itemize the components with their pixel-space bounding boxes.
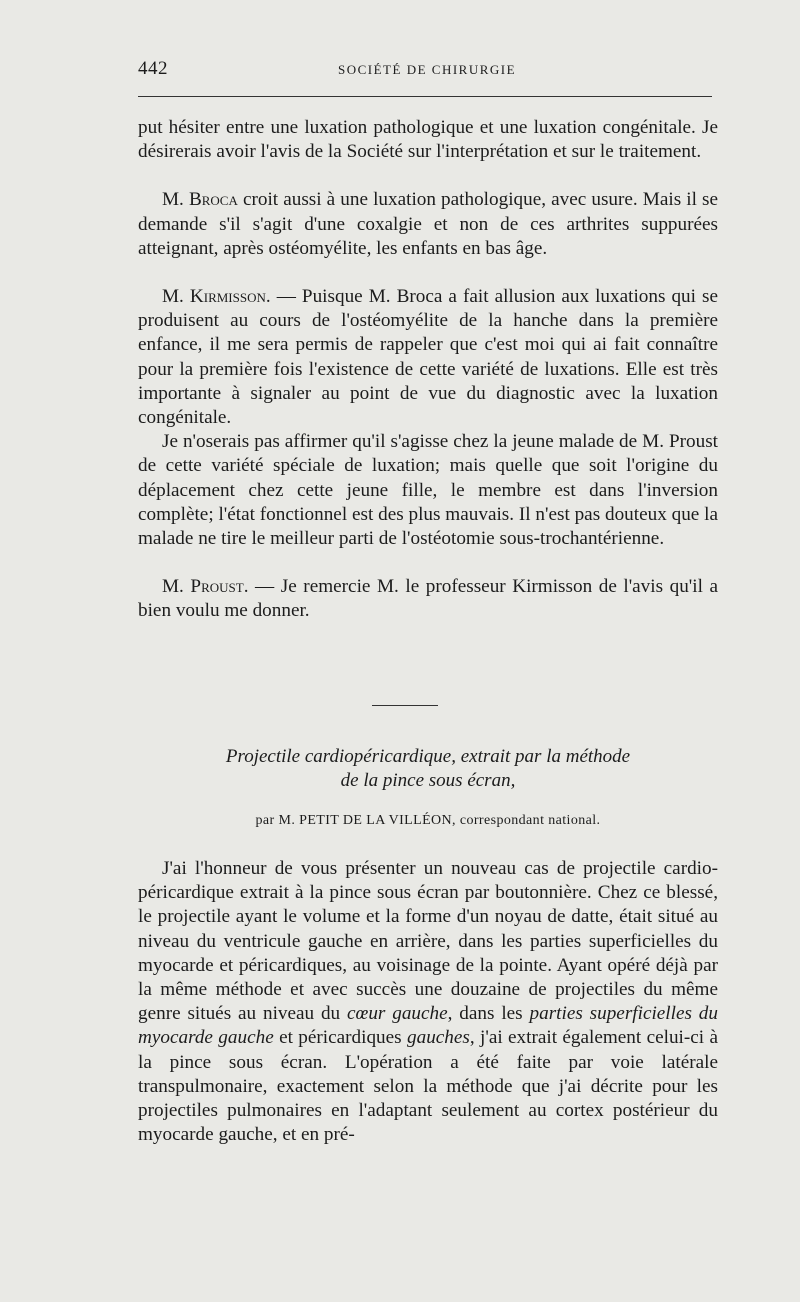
article-title-line-2: de la pince sous écran,	[340, 770, 516, 791]
continuation-paragraph: put hésiter entre une luxation pathologique et une luxation congénitale. Je désirerais avoir l'avis de la Société sur l'interprétation et sur le traitement.	[138, 117, 718, 163]
kirmisson-paragraph: M. Kirmisson. — Puisque M. Broca a fait allusion aux luxations qui se produisent au cours de l'ostéomyélite de la hanche dans la première enfance, il me sera permis de rappeler que c'est moi qui ai fait connaître pour la première fois l'existence de cette variété de luxations. Elle est très importante à signaler au point de vue du diagnostic avec la luxation congénitale.	[138, 286, 718, 429]
speaker-broca: Broca	[188, 189, 238, 211]
speaker-proust: Proust	[190, 576, 244, 598]
page-header	[138, 58, 716, 84]
article-paragraph: J'ai l'honneur de vous présenter un nouveau cas de projectile cardio-péricardique extrait à la pince sous écran par boutonnière. Chez ce blessé, le projectile ayant le volume et la forme d'un noyau de datte, était situé au niveau du ventricule gauche en arrière, dans les parties superficielles du myocarde et péricardiques, au voisinage de la pointe. Ayant opéré déjà par la même méthode et avec succès une douzaine de projectiles du même genre situés au niveau du cœur gauche, dans les parties superficielles du myocarde gauche et péricardiques gauches, j'ai extrait également celui-ci à la pince sous écran. L'opération a été faite par voie latérale transpulmonaire, exactement selon la méthode que j'ai décrite pour les projectiles pulmonaires en l'adaptant seulement au cortex postérieur du myocarde gauche, et en pré-	[138, 858, 718, 1146]
discussion-section	[138, 116, 718, 624]
running-title: SOCIÉTÉ DE CHIRURGIE	[338, 62, 517, 77]
section-separator	[372, 705, 438, 706]
page-number: 442	[138, 58, 168, 79]
article-body	[138, 857, 718, 1147]
proust-paragraph: M. Proust. — Je remercie M. le professeur Kirmisson de l'avis qu'il a bien voulu me donner.	[138, 576, 718, 622]
broca-paragraph: M. Broca croit aussi à une luxation pathologique, avec usure. Mais il se demande s'il s'agit d'une coxalgie et non de ces arthrites suppurées atteignant, après ostéomyélite, les enfants en bas âge.	[138, 189, 719, 259]
article-title-line-1: Projectile cardiopéricardique, extrait par la méthode	[225, 746, 631, 767]
speaker-kirmisson: Kirmisson	[189, 286, 266, 308]
article-byline: par M. PETIT DE LA VILLÉON, correspondant national.	[255, 813, 601, 828]
kirmisson-paragraph-2: Je n'oserais pas affirmer qu'il s'agisse chez la jeune malade de M. Proust de cette variété spéciale de luxation; mais quelle que soit l'origine du déplacement chez cette jeune fille, le membre est dans l'inversion complète; l'état fonctionnel est des plus mauvais. Il n'est pas douteux que la malade ne tire le meilleur parti de l'ostéotomie sous-trochantérienne.	[138, 431, 718, 550]
header-rule	[138, 96, 712, 97]
